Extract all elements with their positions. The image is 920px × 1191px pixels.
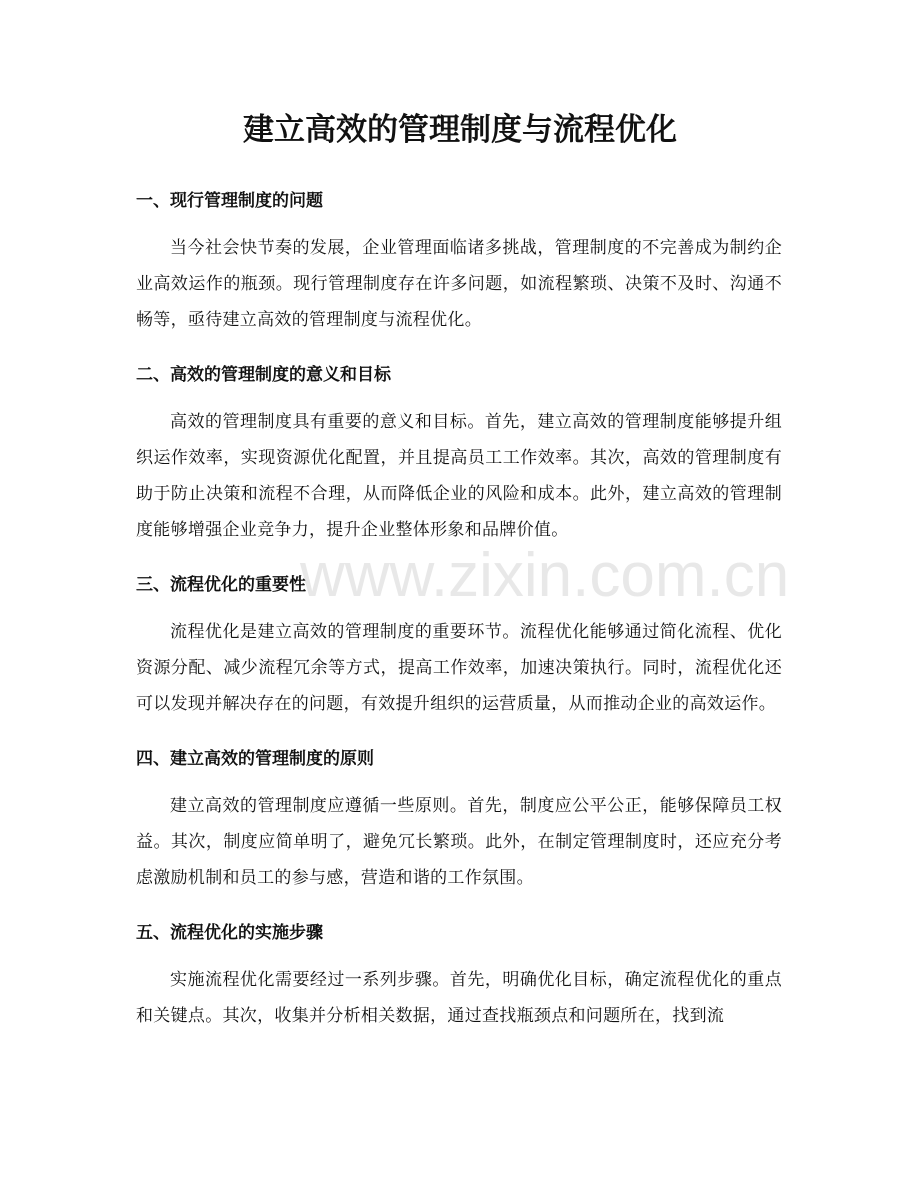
section-paragraph: 流程优化是建立高效的管理制度的重要环节。流程优化能够通过简化流程、优化资源分配、减少流程冗余等方式，提高工作效率，加速决策执行。同时，流程优化还可以发现并解决存在的问题，有效提升组织的运营质量，从而推动企业的高效运作。: [136, 622, 782, 714]
document-title: 建立高效的管理制度与流程优化: [243, 112, 677, 148]
section-paragraph: 高效的管理制度具有重要的意义和目标。首先，建立高效的管理制度能够提升组织运作效率，实现资源优化配置，并且提高员工工作效率。其次，高效的管理制度有助于防止决策和流程不合理，从而降低企业的风险和成本。此外，建立高效的管理制度能够增强企业竞争力，提升企业整体形象和品牌价值。: [136, 412, 782, 540]
watermark: www.zixin.com.cn: [300, 541, 790, 610]
section-paragraph: 实施流程优化需要经过一系列步骤。首先，明确优化目标，确定流程优化的重点和关键点。其次，收集并分析相关数据，通过查找瓶颈点和问题所在，找到流: [136, 970, 782, 1026]
section-2: [136, 357, 782, 548]
section-heading: 五、流程优化的实施步骤: [136, 923, 323, 943]
section-paragraph: 建立高效的管理制度应遵循一些原则。首先，制度应公平公正，能够保障员工权益。其次，制度应简单明了，避免冗长繁琐。此外，在制定管理制度时，还应充分考虑激励机制和员工的参与感，营造和谐的工作氛围。: [136, 796, 782, 888]
section-3: [136, 567, 782, 722]
section-heading: 三、流程优化的重要性: [136, 575, 306, 595]
document-body: [136, 183, 782, 1053]
section-paragraph: 当今社会快节奏的发展，企业管理面临诸多挑战，管理制度的不完善成为制约企业高效运作的瓶颈。现行管理制度存在许多问题，如流程繁琐、决策不及时、沟通不畅等，亟待建立高效的管理制度与流程优化。: [136, 238, 782, 330]
section-heading: 一、现行管理制度的问题: [136, 191, 323, 211]
section-5: [136, 915, 782, 1034]
section-heading: 四、建立高效的管理制度的原则: [136, 749, 374, 769]
section-1: [136, 183, 782, 338]
section-heading: 二、高效的管理制度的意义和目标: [136, 365, 391, 385]
section-4: [136, 741, 782, 896]
